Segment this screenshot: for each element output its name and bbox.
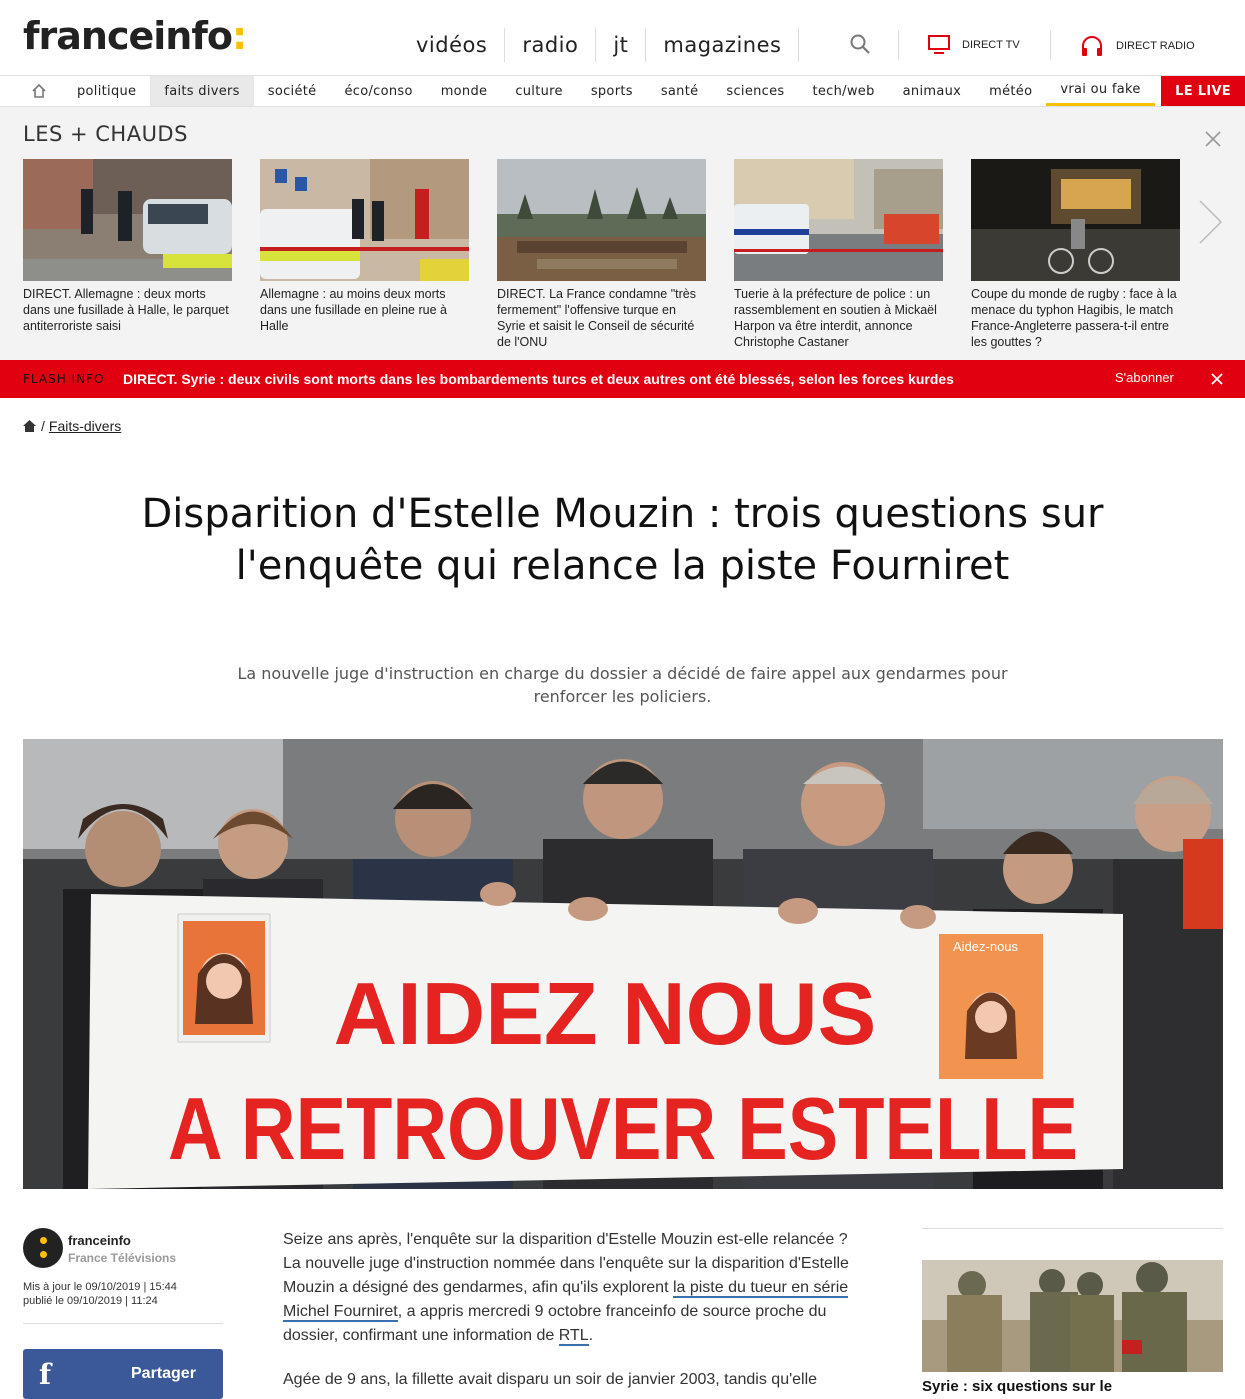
trending-title: LES + CHAUDS xyxy=(23,122,188,146)
trending-item[interactable] xyxy=(971,159,1180,350)
facebook-icon: f xyxy=(39,1358,52,1391)
trending-thumbnail xyxy=(971,159,1180,281)
banner-line-2: A RETROUVER ESTELLE xyxy=(168,1079,1078,1178)
rtl-link[interactable]: RTL xyxy=(558,1327,589,1344)
headphones-icon xyxy=(1080,35,1104,57)
trending-headline: Allemagne : au moins deux morts dans une fusillade en pleine rue à Halle xyxy=(260,287,447,333)
category-nav xyxy=(0,76,1245,107)
breadcrumb-faits-divers[interactable]: Faits-divers xyxy=(48,418,122,434)
author-avatar xyxy=(23,1228,63,1268)
trending-headline: Coupe du monde de rugby : face à la menace du typhon Hagibis, le match France-Angleterre passera-t-il entre les gouttes ? xyxy=(971,287,1177,349)
trending-thumbnail xyxy=(23,159,232,281)
le-live-button[interactable]: LE LIVE xyxy=(1161,76,1245,106)
cat-faits-divers[interactable]: faits divers xyxy=(150,76,253,106)
trending-item[interactable] xyxy=(497,159,706,350)
author-name[interactable]: franceinfo xyxy=(68,1233,131,1248)
nav-jt[interactable]: jt xyxy=(596,28,646,62)
flash-info-label: FLASH INFO xyxy=(23,372,105,386)
flash-info-text[interactable]: DIRECT. Syrie : deux civils sont morts dans les bombardements turcs et deux autres ont été blessés, selon les forces kurdes xyxy=(123,371,954,387)
article-body xyxy=(283,1228,863,1399)
subscribe-link[interactable]: S'abonner xyxy=(1115,370,1174,385)
trending-headline: Tuerie à la préfecture de police : un rassemblement en soutien à Mickaël Harpon va être interdit, annonce Christophe Castaner xyxy=(734,287,937,349)
direct-tv-link[interactable] xyxy=(928,35,1020,55)
home-icon[interactable] xyxy=(25,76,53,106)
cat-sciences[interactable]: sciences xyxy=(726,83,785,99)
related-article-image[interactable] xyxy=(922,1260,1223,1372)
direct-radio-link[interactable] xyxy=(1080,35,1195,57)
nav-radio[interactable]: radio xyxy=(505,28,596,62)
home-icon[interactable] xyxy=(23,420,36,432)
main-nav xyxy=(399,28,799,62)
trending-thumbnail xyxy=(734,159,943,281)
updated-date: Mis à jour le 09/10/2019 | 15:44 xyxy=(23,1281,177,1293)
cat-societe[interactable]: société xyxy=(267,83,317,99)
trending-headline: DIRECT. La France condamne "très fermement" l'offensive turque en Syrie et saisit le Conseil de sécurité de l'ONU xyxy=(497,287,696,349)
related-article-title[interactable]: Syrie : six questions sur le xyxy=(922,1378,1113,1395)
cat-vrai-ou-fake[interactable]: vrai ou fake xyxy=(1046,76,1154,106)
search-icon[interactable] xyxy=(849,33,871,55)
header-divider xyxy=(1050,30,1051,60)
cat-politique[interactable]: politique xyxy=(77,83,137,99)
fourniret-link[interactable]: la piste du tueur en série Michel Fourniret xyxy=(283,1279,849,1320)
cat-monde[interactable]: monde xyxy=(440,83,488,99)
direct-tv-label: DIRECT TV xyxy=(962,39,1020,51)
cat-eco-conso[interactable]: éco/conso xyxy=(344,83,413,99)
divider xyxy=(23,1323,223,1324)
article-paragraph: Agée de 9 ans, la fillette avait disparu un soir de janvier 2003, tandis qu'elle xyxy=(283,1371,818,1388)
trending-item[interactable] xyxy=(23,159,232,334)
site-header xyxy=(0,0,1245,76)
article-dates xyxy=(23,1280,177,1308)
cat-sports[interactable]: sports xyxy=(590,83,633,99)
flash-info-bar xyxy=(0,360,1245,398)
banner-line-1: AIDEZ NOUS xyxy=(333,964,877,1063)
poster-title: Aidez-nous xyxy=(953,939,1019,954)
nav-videos[interactable]: vidéos xyxy=(399,28,505,62)
close-icon[interactable] xyxy=(1210,372,1224,386)
author-org: France Télévisions xyxy=(68,1251,177,1265)
article-title: Disparition d'Estelle Mouzin : trois questions sur l'enquête qui relance la piste Fourniret xyxy=(141,491,1104,589)
facebook-share-button[interactable] xyxy=(23,1349,223,1399)
franceinfo-logo[interactable] xyxy=(23,14,246,58)
tv-icon xyxy=(928,35,950,55)
article-paragraph: Seize ans après, l'enquête sur la disparition d'Estelle Mouzin est-elle relancée ? La nouvelle juge d'instruction nommée dans l'enquête sur la disparition d'Estelle Mouzin a désigné des gendarmes, afin qu'ils explorent la piste du tueur en série Michel Fourniret, a appris mercredi 9 octobre franceinfo de source proche du dossier, confirmant une information de RTL. xyxy=(283,1231,849,1344)
cat-animaux[interactable]: animaux xyxy=(902,83,962,99)
hero-image xyxy=(23,739,1223,1189)
trending-thumbnail xyxy=(260,159,469,281)
breadcrumb xyxy=(23,418,121,434)
trending-item[interactable] xyxy=(734,159,943,350)
trending-item[interactable] xyxy=(260,159,469,334)
chevron-right-icon[interactable] xyxy=(1196,199,1224,245)
divider xyxy=(922,1228,1223,1229)
logo-text: franceinfo xyxy=(23,14,232,58)
cat-meteo[interactable]: météo xyxy=(989,83,1033,99)
header-divider xyxy=(898,30,899,60)
cat-tech-web[interactable]: tech/web xyxy=(812,83,875,99)
trending-headline: DIRECT. Allemagne : deux morts dans une fusillade à Halle, le parquet antiterroriste saisi xyxy=(23,287,229,333)
share-label: Partager xyxy=(131,1365,196,1382)
cat-culture[interactable]: culture xyxy=(515,83,563,99)
direct-radio-label: DIRECT RADIO xyxy=(1116,40,1195,52)
article-subtitle: La nouvelle juge d'instruction en charge du dossier a décidé de faire appel aux gendarmes pour renforcer les policiers. xyxy=(237,664,1008,706)
close-icon[interactable] xyxy=(1204,130,1222,148)
published-date: publié le 09/10/2019 | 11:24 xyxy=(23,1295,158,1307)
logo-colon: : xyxy=(231,14,247,58)
nav-magazines[interactable]: magazines xyxy=(646,28,799,62)
trending-section xyxy=(0,107,1245,360)
cat-sante[interactable]: santé xyxy=(660,83,699,99)
trending-thumbnail xyxy=(497,159,706,281)
breadcrumb-separator: / xyxy=(41,418,45,434)
